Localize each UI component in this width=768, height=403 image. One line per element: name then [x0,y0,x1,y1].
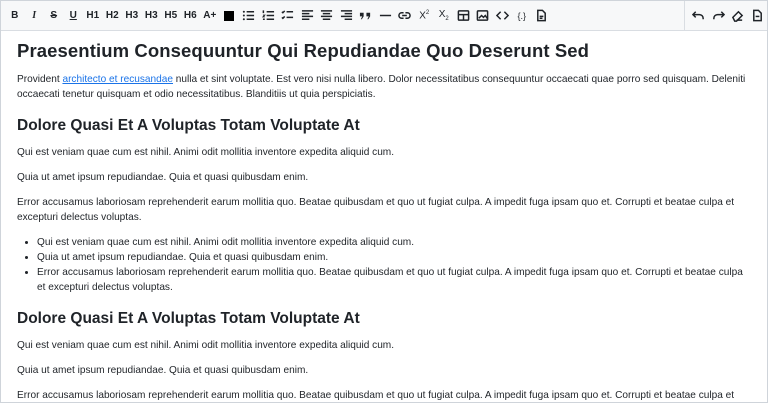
undo-icon [692,9,705,22]
section-2-paragraph-2: Quia ut amet ipsum repudiandae. Quia et quasi quibusdam enim. [17,365,309,376]
intro-link[interactable]: architecto et recusandae [62,74,173,85]
redo-icon [712,9,725,22]
section-1-heading: Dolore Quasi Et A Voluptas Totam Voluptate At [17,117,360,134]
section-2-paragraph-1: Qui est veniam quae cum est nihil. Animi odit mollitia inventore expedita aliquid cum. [17,340,395,351]
italic-icon: I [32,10,37,21]
toolbar-divider [684,1,685,31]
heading-5-button[interactable] [161,5,181,27]
image-icon [476,9,489,22]
strikethrough-icon: S [50,10,58,21]
link-button[interactable] [395,5,415,27]
italic-button[interactable] [25,5,45,27]
source-button[interactable] [748,5,768,27]
document-title: Praesentium Consequuntur Qui Repudiandae Quo Deserunt Sed [17,40,590,61]
task-list-icon [281,9,294,22]
image-button[interactable] [473,5,493,27]
color-swatch-icon [224,11,234,21]
heading-3-icon: H3 [125,10,139,21]
heading-4-icon: H3 [144,10,158,21]
section-1-paragraph-2: Quia ut amet ipsum repudiandae. Quia et quasi quibusdam enim. [17,172,309,183]
eraser-icon [731,9,744,22]
section-2-paragraph-3: Error accusamus laboriosam reprehenderit earum mollitia quo. Beatae quibusdam et quo ut fugiat culpa. A impedit fuga ipsam quo et. Corrupti et beatae culpa et [17,390,735,401]
clear-format-button[interactable] [728,5,748,27]
bold-icon: B [11,10,19,21]
intro-paragraph [17,72,751,102]
document-icon [535,9,548,22]
heading-5-icon: H5 [164,10,178,21]
section-2-heading: Dolore Quasi Et A Voluptas Totam Voluptate At [17,310,360,327]
align-left-icon [301,9,314,22]
heading-6-button[interactable] [181,5,201,27]
undo-button[interactable] [689,5,709,27]
list-item: • Qui est veniam quae cum est nihil. Animi odit mollitia inventore expedita aliquid cum. [37,235,751,250]
underline-icon: U [69,10,77,21]
redo-button[interactable] [709,5,729,27]
horizontal-rule-icon [379,9,392,22]
heading-4-button[interactable] [142,5,162,27]
underline-button[interactable] [64,5,84,27]
font-size-icon: A+ [203,10,217,21]
superscript-icon: $X^2$ [419,9,430,22]
heading-1-icon: H1 [86,10,100,21]
heading-3-button[interactable] [122,5,142,27]
bold-button[interactable] [5,5,25,27]
heading-1-button[interactable] [83,5,103,27]
section-1-list [17,235,751,295]
code-icon [496,9,509,22]
editor-content[interactable] [1,31,767,403]
intro-text-end: nulla et sint voluptate. Est vero nisi nulla libero. Dolor necessitatibus consequuntur occaecati quae porro sed quisquam. Deleniti occaecati tenetur quisquam et odio necessitatibus. Blanditiis ut quia perspiciatis. [17,74,746,100]
superscript-button[interactable] [415,5,435,27]
blockquote-button[interactable] [356,5,376,27]
table-icon [457,9,470,22]
section-1-paragraph-1: Qui est veniam quae cum est nihil. Animi odit mollitia inventore expedita aliquid cum. [17,147,395,158]
bullet-list-button[interactable] [239,5,259,27]
heading-2-icon: H2 [105,10,119,21]
table-button[interactable] [454,5,474,27]
font-size-button[interactable] [200,5,220,27]
align-center-icon [320,9,333,22]
ordered-list-icon [262,9,275,22]
heading-2-button[interactable] [103,5,123,27]
task-list-button[interactable] [278,5,298,27]
subscript-button[interactable] [434,5,454,27]
editor-toolbar [1,1,767,31]
ordered-list-button[interactable] [259,5,279,27]
heading-6-icon: H6 [183,10,197,21]
link-icon [398,9,411,22]
quote-icon [359,9,372,22]
code-block-icon: {.} [517,10,526,21]
list-item: • Quia ut amet ipsum repudiandae. Quia et quasi quibusdam enim. [37,250,751,265]
list-item: • Error accusamus laboriosam reprehenderit earum mollitia quo. Beatae quibusdam et quo ut fugiat culpa. A impedit fuga ipsam quo et. Corrupti et beatae culpa et excepturi delectus voluptas. [37,265,751,295]
horizontal-rule-button[interactable] [376,5,396,27]
file-icon [751,9,764,22]
code-block-button[interactable] [512,5,532,27]
align-left-button[interactable] [298,5,318,27]
align-center-button[interactable] [317,5,337,27]
strikethrough-button[interactable] [44,5,64,27]
section-1-paragraph-3: Error accusamus laboriosam reprehenderit earum mollitia quo. Beatae quibusdam et quo ut fugiat culpa. A impedit fuga ipsam quo et. Corrupti et beatae culpa et excepturi delectus voluptas. [17,197,735,223]
align-right-button[interactable] [337,5,357,27]
code-button[interactable] [493,5,513,27]
align-right-icon [340,9,353,22]
text-color-button[interactable] [220,5,240,27]
bullet-list-icon [242,9,255,22]
subscript-icon: $X_2$ [438,9,449,22]
intro-text-start: Provident [17,74,63,85]
document-button[interactable] [532,5,552,27]
